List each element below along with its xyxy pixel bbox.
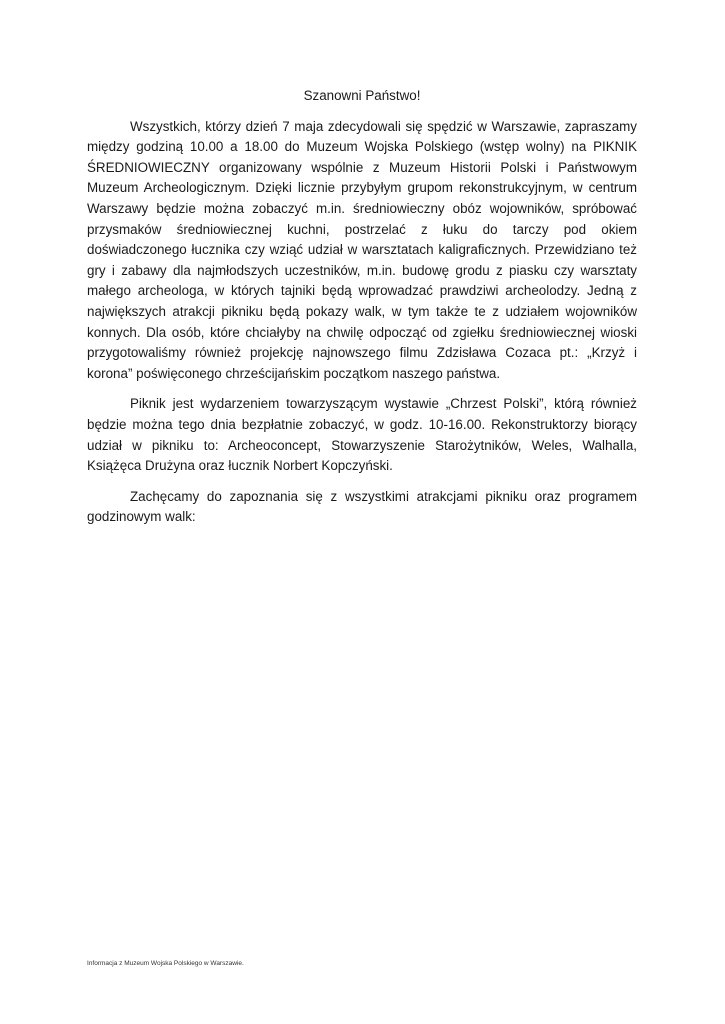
salutation: Szanowni Państwo! [303,88,421,103]
footer-note: Informacja z Muzeum Wojska Polskiego w Warszawie. [87,960,244,967]
letter-body [87,86,637,538]
paragraph-program: Zachęcamy do zapoznania się z wszystkimi atrakcjami pikniku oraz programem godzinowym walk: [87,488,637,525]
paragraph-invitation: Wszystkich, którzy dzień 7 maja zdecydowali się spędzić w Warszawie, zapraszamy między godziną 10.00 a 18.00 do Muzeum Wojska Polskiego (wstęp wolny) na PIKNIK ŚREDNIOWIECZNY organizowany wspólnie z Muzeum Historii Polski i Państwowym Muzeum Archeologicznym. Dzięki licznie przybyłym grupom rekonstrukcyjnym, w centrum Warszawy będzie można zobaczyć m.in. średniowieczny obóz wojowników, spróbować przysmaków średniowiecznej kuchni, postrzelać z łuku do tarczy pod okiem doświadczonego łucznika czy wziąć udział w warsztatach kaligraficznych. Przewidziano też gry i zabawy dla najmłodszych uczestników, m.in. budowę grodu z piasku czy warsztaty małego archeologa, w których tajniki będą wprowadzać prawdziwi archeolodzy. Jedną z największych atrakcji pikniku będą pokazy walk, w tym także te z udziałem wojowników konnych. Dla osób, które chciałyby na chwilę odpocząć od zgiełku średniowiecznej wioski przygotowaliśmy również projekcję najnowszego filmu Zdzisława Cozaca pt.: „Krzyż i korona” poświęconego chrześcijańskim początkom naszego państwa. [87,118,637,381]
paragraph-exhibition: Piknik jest wydarzeniem towarzyszącym wystawie „Chrzest Polski”, którą również będzie można tego dnia bezpłatnie zobaczyć, w godz. 10-16.00. Rekonstruktorzy biorący udział w pikniku to: Archeoconcept, Stowarzyszenie Starożytników, Weles, Walhalla, Książęca Drużyna oraz łucznik Norbert Kopczyński. [87,396,637,474]
